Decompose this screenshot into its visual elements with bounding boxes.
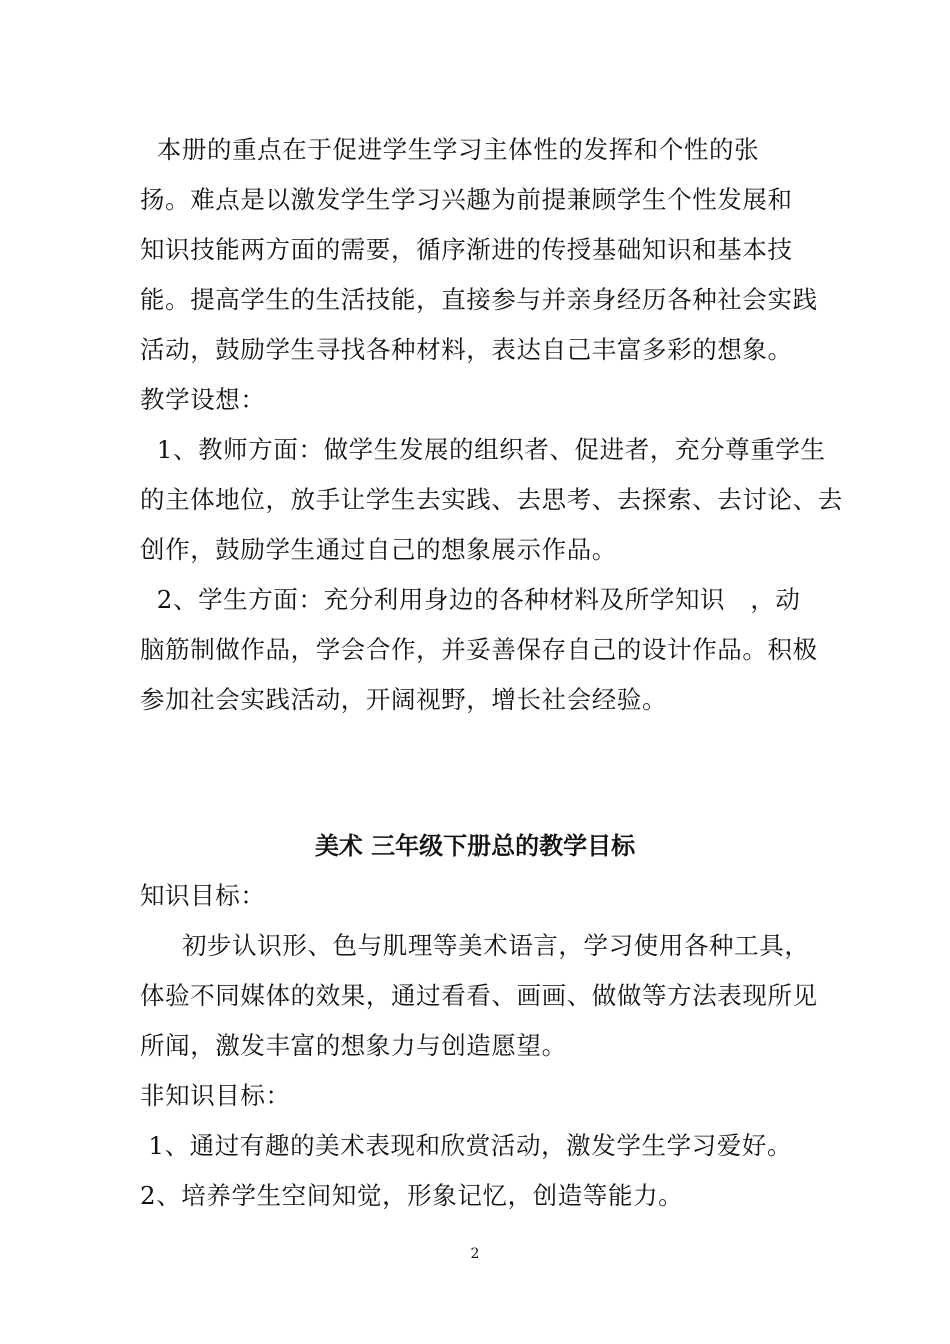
intro-line-3: 知识技能两方面的需要，循序渐进的传授基础知识和基本技 <box>140 235 793 264</box>
page-number: 2 <box>470 1246 480 1262</box>
non-knowledge-goals-line-1: 1、通过有趣的美术表现和欣赏活动，激发学生学习爱好。 <box>140 1131 793 1160</box>
teaching-ideas-line-4: 2、学生方面：充分利用身边的各种材料及所学知识 ，动 <box>140 585 801 614</box>
intro-line-5: 活动，鼓励学生寻找各种材料，表达自己丰富多彩的想象。 <box>140 335 793 364</box>
teaching-ideas-line-2: 的主体地位，放手让学生去实践、去思考、去探索、去讨论、去 <box>140 485 843 514</box>
teaching-ideas-line-1: 1、教师方面：做学生发展的组织者、促进者，充分尊重学生 <box>140 435 826 464</box>
section-heading: 美术 三年级下册总的教学目标 <box>314 832 636 860</box>
intro-line-2: 扬。难点是以激发学生学习兴趣为前提兼顾学生个性发展和 <box>140 185 793 214</box>
non-knowledge-goals-label: 非知识目标： <box>140 1081 291 1110</box>
knowledge-goals-line-3: 所闻，激发丰富的想象力与创造愿望。 <box>140 1031 567 1060</box>
intro-line-4: 能。提高学生的生活技能，直接参与并亲身经历各种社会实践 <box>140 285 818 314</box>
teaching-ideas-line-5: 脑筋制做作品，学会合作，并妥善保存自己的设计作品。积极 <box>140 635 818 664</box>
knowledge-goals-line-2: 体验不同媒体的效果，通过看看、画画、做做等方法表现所见 <box>140 981 818 1010</box>
teaching-ideas-line-6: 参加社会实践活动，开阔视野，增长社会经验。 <box>140 685 668 714</box>
teaching-ideas-line-3: 创作，鼓励学生通过自己的想象展示作品。 <box>140 535 617 564</box>
non-knowledge-goals-line-2: 2、培养学生空间知觉，形象记忆，创造等能力。 <box>140 1181 684 1210</box>
knowledge-goals-line-1: 初步认识形、色与肌理等美术语言，学习使用各种工具， <box>140 931 810 960</box>
knowledge-goals-label: 知识目标： <box>140 881 266 910</box>
teaching-ideas-label: 教学设想： <box>140 385 266 414</box>
intro-line-1: 本册的重点在于促进学生学习主体性的发挥和个性的张 <box>140 135 760 164</box>
